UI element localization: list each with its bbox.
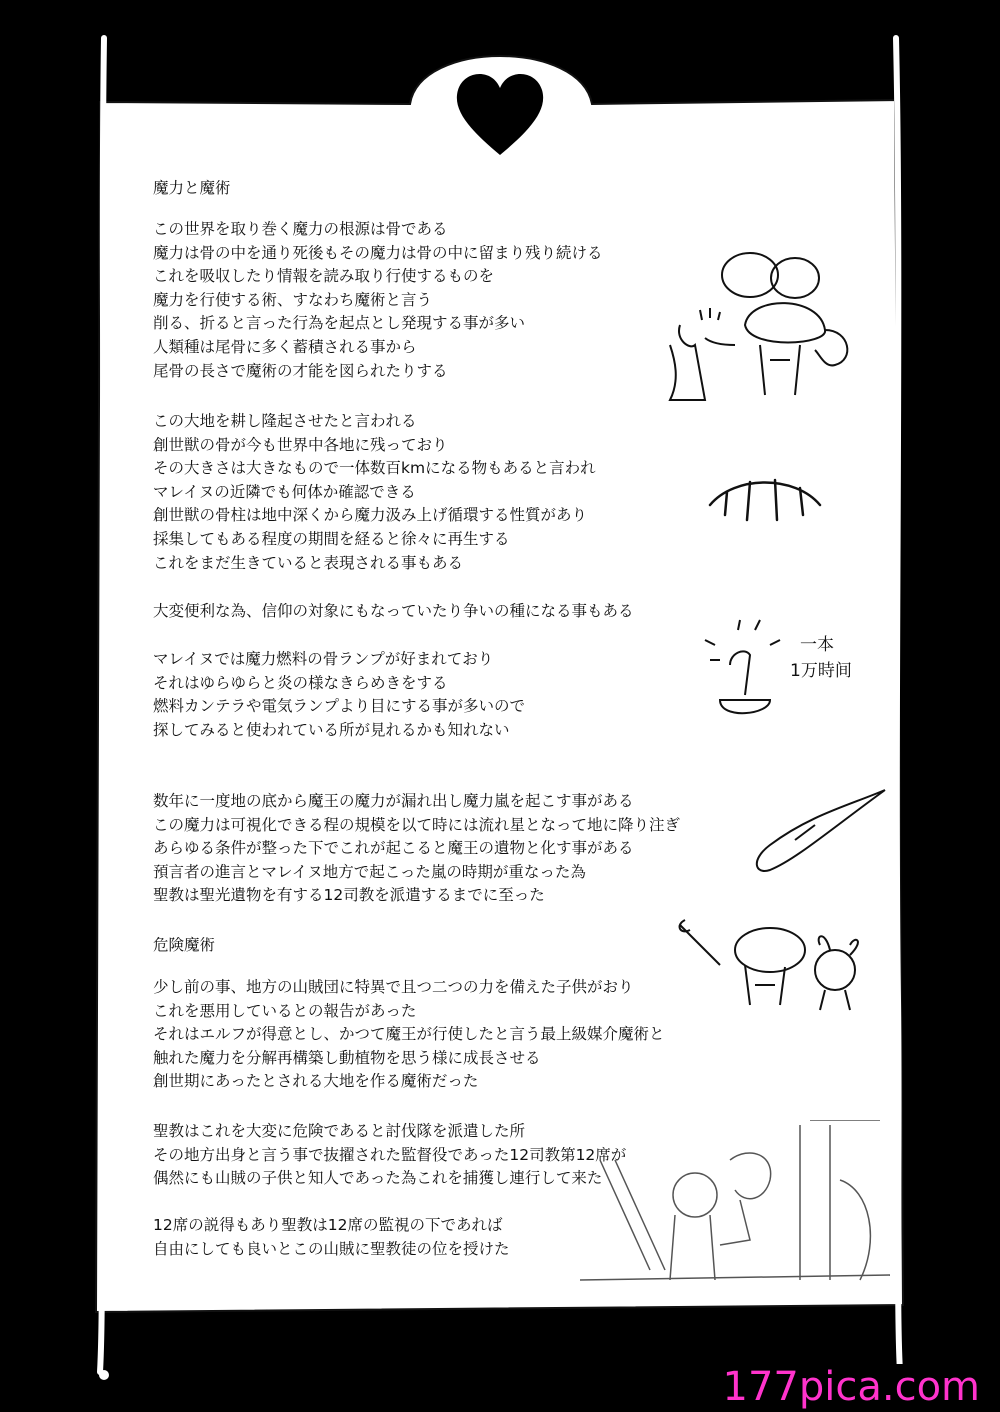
paragraph-bandit-child	[153, 976, 753, 1094]
text-line: 触れた魔力を分解再構築し動植物を思う様に成長させる	[153, 1048, 541, 1067]
text-line: 魔力を行使する術、すなわち魔術と言う	[153, 290, 433, 309]
text-line: 削る、折ると言った行為を起点とし発現する事が多い	[153, 314, 526, 333]
text-line: 偶然にも山賊の子供と知人であった為これを捕獲し連行して来た	[153, 1169, 603, 1188]
text-line: マレイヌでは魔力燃料の骨ランプが好まれており	[153, 650, 494, 668]
paragraph-creation-beast	[153, 410, 753, 575]
doodle-chibi-group	[670, 915, 880, 1015]
text-line: その地方出身と言う事で抜擢された監督役であった12司教第12席が	[153, 1145, 627, 1164]
text-line: 人類種は尾骨に多く蓄積される事から	[153, 337, 417, 356]
section-heading-danger: 危険魔術	[153, 936, 216, 954]
text-line: あらゆる条件が整った下でこれが起こると魔王の遺物と化す事がある	[153, 839, 634, 858]
text-line: 預言者の進言とマレイヌ地方で起こった嵐の時期が重なった為	[153, 862, 586, 881]
paragraph-bone-lamp	[153, 648, 753, 742]
paragraph-demon-storm	[153, 790, 753, 908]
text-line: これを吸収したり情報を読み取り行使するものを	[153, 267, 495, 286]
text-line: この魔力は可視化できる程の規模を以て時には流れ星となって地に降り注ぎ	[153, 815, 681, 834]
text-line: 創世獣の骨柱は地中深くから魔力汲み上げ循環する性質があり	[153, 506, 588, 525]
text-line: 尾骨の長さで魔術の才能を図られたりする	[153, 361, 448, 380]
text-line: これをまだ生きていると表現される事もある	[153, 553, 464, 572]
text-line: マレイヌの近隣でも何体か確認できる	[153, 482, 416, 501]
doodle-bone-arches	[705, 470, 825, 530]
text-line: それはエルフが得意とし、かつて魔王が行使したと言う最上級媒介魔術と	[153, 1025, 665, 1044]
text-line: 魔力は骨の中を通り死後もその魔力は骨の中に留まり残り続ける	[153, 243, 603, 262]
text-line: 聖教は聖光遺物を有する12司教を派遣するまでに至った	[153, 886, 545, 905]
text-line: 聖教はこれを大変に危険であると討伐隊を派遣した所	[153, 1122, 526, 1140]
right-rod	[896, 38, 900, 1372]
paragraph-worship	[153, 600, 753, 624]
text-line: この世界を取り巻く魔力の根源は骨である	[153, 220, 448, 238]
doodle-shooting-star	[740, 785, 890, 880]
doodle-chibi-tail	[650, 250, 870, 410]
text-line: 大変便利な為、信仰の対象にもなっていたり争いの種になる事もある	[153, 602, 634, 620]
watermark: 177pica.com	[717, 1364, 987, 1410]
text-line: 探してみると使われている所が見れるかも知れない	[153, 720, 510, 739]
text-line: 12席の説得もあり聖教は12席の監視の下であれば	[153, 1216, 503, 1234]
lamp-note-line1: 一本	[800, 635, 834, 655]
text-line: 自由にしても良いとこの山賊に聖教徒の位を授けた	[153, 1239, 510, 1258]
text-line: これを悪用しているとの報告があった	[153, 1001, 417, 1020]
text-line: 燃料カンテラや電気ランプより目にする事が多いので	[153, 697, 526, 716]
text-line: それはゆらゆらと炎の様なきらめきをする	[153, 673, 448, 692]
text-line: 数年に一度地の底から魔王の魔力が漏れ出し魔力嵐を起こす事がある	[153, 792, 634, 810]
text-line: 創世獣の骨が今も世界中各地に残っており	[153, 435, 448, 454]
text-line: その大きさは大きなもので一体数百kmになる物もあると言われ	[153, 459, 596, 478]
lamp-note	[790, 632, 852, 684]
doodle-scene-pillars	[580, 1120, 890, 1290]
text-line: 創世期にあったとされる大地を作る魔術だった	[153, 1072, 479, 1091]
text-line: この大地を耕し隆起させたと言われる	[153, 412, 417, 430]
text-line: 採集してもある程度の期間を経ると徐々に再生する	[153, 529, 510, 548]
lamp-note-line2: 1万時间	[790, 661, 852, 681]
section-heading-magic: 魔力と魔術	[153, 179, 231, 197]
text-line: 少し前の事、地方の山賊団に特異で且つ二つの力を備えた子供がおり	[153, 978, 634, 996]
